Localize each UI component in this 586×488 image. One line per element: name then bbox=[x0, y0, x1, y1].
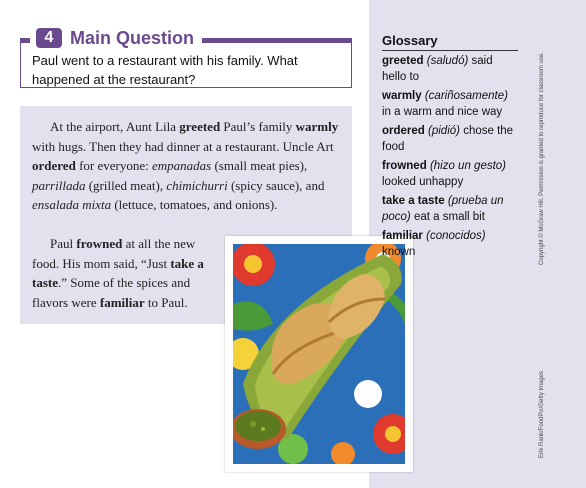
vocab-word: frowned bbox=[76, 236, 123, 251]
glossary-title: Glossary bbox=[382, 33, 438, 48]
text-run: (grilled meat), bbox=[85, 177, 167, 193]
glossary-spanish: (conocidos) bbox=[426, 230, 486, 242]
glossary-term: take a taste bbox=[382, 195, 445, 207]
glossary-term: ordered bbox=[382, 125, 425, 137]
glossary-entry bbox=[382, 88, 520, 120]
empanadas-photo bbox=[225, 236, 416, 472]
glossary-spanish: (saludó) bbox=[426, 55, 469, 67]
glossary-spanish: (pidió) bbox=[428, 125, 460, 137]
glossary-list bbox=[382, 53, 520, 263]
passage-paragraph-2 bbox=[32, 234, 222, 312]
vocab-word: ordered bbox=[32, 158, 76, 173]
vocab-word: take a taste bbox=[32, 255, 204, 290]
glossary-divider bbox=[382, 50, 518, 51]
text-run: Paul bbox=[50, 236, 77, 251]
vocab-word: greeted bbox=[179, 119, 221, 134]
text-run: to Paul. bbox=[144, 294, 188, 310]
main-question-text: Paul went to a restaurant with his family. What happened at the restaurant? bbox=[32, 53, 298, 87]
text-run: for everyone: bbox=[75, 158, 152, 173]
text-run: (spicy sauce), and bbox=[227, 177, 325, 193]
glossary-term: familiar bbox=[382, 230, 423, 242]
passage-paragraph-1 bbox=[32, 117, 344, 215]
glossary-term: warmly bbox=[382, 90, 422, 102]
text-run: (small meat pies), bbox=[211, 158, 308, 173]
text-run: Paul’s family bbox=[220, 119, 296, 134]
photo-credit: Erik Rank/FoodPix/Getty Images bbox=[539, 370, 545, 458]
glossary-term: frowned bbox=[382, 160, 427, 172]
text-run: At the airport, Aunt Lila bbox=[50, 119, 180, 134]
main-question-header bbox=[30, 26, 202, 50]
vocab-word: warmly bbox=[295, 119, 339, 134]
glossary-spanish: (hizo un gesto) bbox=[429, 160, 507, 172]
spanish-word: ensalada mixta bbox=[32, 197, 112, 212]
glossary-entry bbox=[382, 228, 520, 260]
main-question-title: Main Question bbox=[70, 27, 195, 48]
empanadas-illustration bbox=[233, 244, 405, 464]
glossary-spanish: (cariñosamente) bbox=[424, 90, 508, 102]
glossary-definition: eat a small bit bbox=[413, 211, 485, 223]
glossary-definition: known bbox=[382, 246, 416, 258]
spanish-word: empanadas bbox=[151, 158, 212, 173]
text-run: (lettuce, tomatoes, and onions). bbox=[111, 197, 278, 212]
glossary-spanish: (prueba un poco) bbox=[382, 195, 504, 223]
spanish-word: chimichurri bbox=[166, 177, 228, 193]
glossary-definition: chose the food bbox=[382, 125, 514, 153]
glossary-entry bbox=[382, 123, 520, 155]
glossary-definition: looked unhappy bbox=[382, 176, 464, 188]
glossary-entry bbox=[382, 193, 520, 225]
copyright-credit: Copyright © McGraw Hill. Permission is granted to reproduce for classroom use. bbox=[539, 52, 545, 265]
glossary-entry bbox=[382, 53, 520, 85]
glossary-definition: said hello to bbox=[382, 55, 493, 83]
glossary-term: greeted bbox=[382, 55, 424, 67]
glossary-definition: in a warm and nice way bbox=[382, 106, 503, 118]
vocab-word: familiar bbox=[99, 294, 145, 310]
text-run: at all the new food. His mom said, “Just bbox=[32, 236, 196, 271]
text-run: with hugs. Then they had dinner at a restaurant. Uncle Art bbox=[32, 138, 334, 154]
text-run: .” Some of the spices and flavors were bbox=[32, 275, 191, 310]
spanish-word: parrillada bbox=[32, 177, 86, 193]
glossary-entry bbox=[382, 158, 520, 190]
question-number-badge: 4 bbox=[36, 28, 62, 48]
